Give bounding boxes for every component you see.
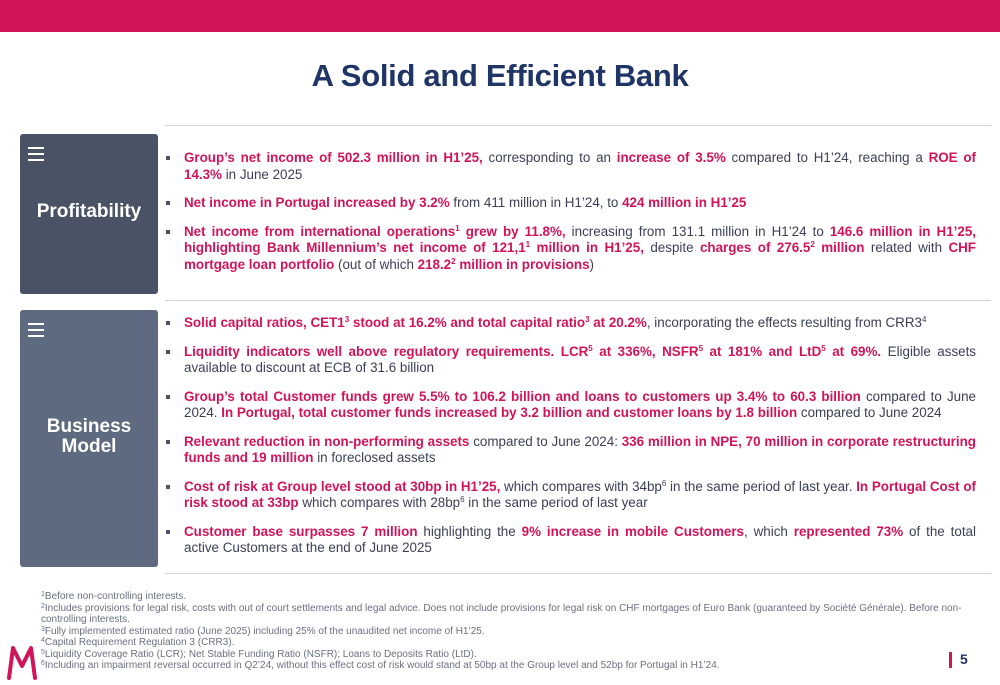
page-number-marker bbox=[949, 652, 952, 668]
profitability-label: Profitability bbox=[36, 201, 142, 222]
footnote: $^4$Capital Requirement Regulation 3 (CRR3). bbox=[41, 637, 235, 648]
divider-middle bbox=[165, 300, 991, 301]
list-item: Solid capital ratios, $CET1^3$ stood at 16.2% and total capital ratio$^3$ at 20.2%, incorporating the effects resulting from $CRR3^4$ bbox=[165, 315, 976, 332]
footnote: $^1$Before non-controlling interests. bbox=[41, 591, 187, 602]
footnotes bbox=[41, 591, 971, 672]
business-model-label bbox=[20, 417, 158, 457]
list-item: Group’s net income of 502.3 million in H1’25, corresponding to an increase of 3.5% compared to H1’24, reaching a ROE of 14.3% in June 2025 bbox=[165, 150, 976, 183]
list-item: Customer base surpasses 7 million highlighting the 9% increase in mobile Customers, which represented 73% of the total active Customers at the end of June 2025 bbox=[165, 524, 976, 557]
top-accent-bar bbox=[0, 0, 1000, 32]
list-item: Net income in Portugal increased by 3.2% from 411 million in H1’24, to 424 million in H1’25 bbox=[165, 195, 976, 212]
list-item: Liquidity indicators well above regulatory requirements. LCR$^5$ at 336%, NSFR$^5$ at 181% and LtD$^5$ at 69%. Eligible assets available to discount at ECB of 31.6 billion bbox=[165, 344, 976, 377]
list-item: Net income from international operations$^1$ grew by 11.8%, increasing from 131.1 million in H1’24 to 146.6 million in H1’25, highlighting Bank Millennium’s net income of 121,1$^1$ million in H1’25, despite charges of 276.5$^2$ million related with CHF mortgage loan portfolio (out of which 218.2$^2$ million in provisions) bbox=[165, 224, 976, 274]
list-item: Cost of risk at Group level stood at 30bp in H1’25, which compares with $34bp^6$ in the same period of last year. In Portugal Cost of risk stood at 33bp which compares with $28bp^6$ in the same period of last year bbox=[165, 479, 976, 512]
page-number: 5 bbox=[960, 651, 968, 667]
business-model-label-line2: Model bbox=[61, 436, 117, 457]
millennium-logo bbox=[6, 642, 38, 682]
profitability-bullets bbox=[165, 150, 976, 273]
footnote: $^2$Includes provisions for legal risk, costs with out of court settlements and legal advice. Does not include provisions for legal risk on CHF mortgages of Euro Bank (guaranteed by Société Générale). Before non-controlling interests. bbox=[41, 602, 962, 625]
business-model-bullets bbox=[165, 315, 976, 557]
list-item: Relevant reduction in non-performing assets compared to June 2024: 336 million in NPE, 70 million in corporate restructuring funds and 19 million in foreclosed assets bbox=[165, 434, 976, 467]
business-model-label-line1: Business bbox=[46, 416, 132, 437]
menu-icon bbox=[28, 147, 44, 165]
list-item: Group’s total Customer funds grew 5.5% to 106.2 billion and loans to customers up 3.4% to 60.3 billion compared to June 2024. In Portugal, total customer funds increased by 3.2 billion and customer loans by 1.8 billion compared to June 2024 bbox=[165, 389, 976, 422]
menu-icon bbox=[28, 323, 44, 341]
footnote: $^5$Liquidity Coverage Ratio (LCR); Net Stable Funding Ratio (NSFR); Loans to Deposits Ratio (LtD). bbox=[41, 648, 477, 660]
page-title: A Solid and Efficient Bank bbox=[311, 58, 689, 93]
divider-top bbox=[165, 125, 991, 126]
divider-bottom bbox=[165, 573, 991, 574]
profitability-box bbox=[20, 134, 158, 294]
business-model-box bbox=[20, 310, 158, 567]
footnote: $^3$Fully implemented estimated ratio (June 2025) including 25% of the unaudited net income of H1’25. bbox=[41, 625, 485, 637]
footnote: $^6$Including an impairment reversal occurred in Q2’24, without this effect cost of risk would stand at 50bp at the Group level and 52bp for Portugal in H1’24. bbox=[41, 660, 720, 671]
